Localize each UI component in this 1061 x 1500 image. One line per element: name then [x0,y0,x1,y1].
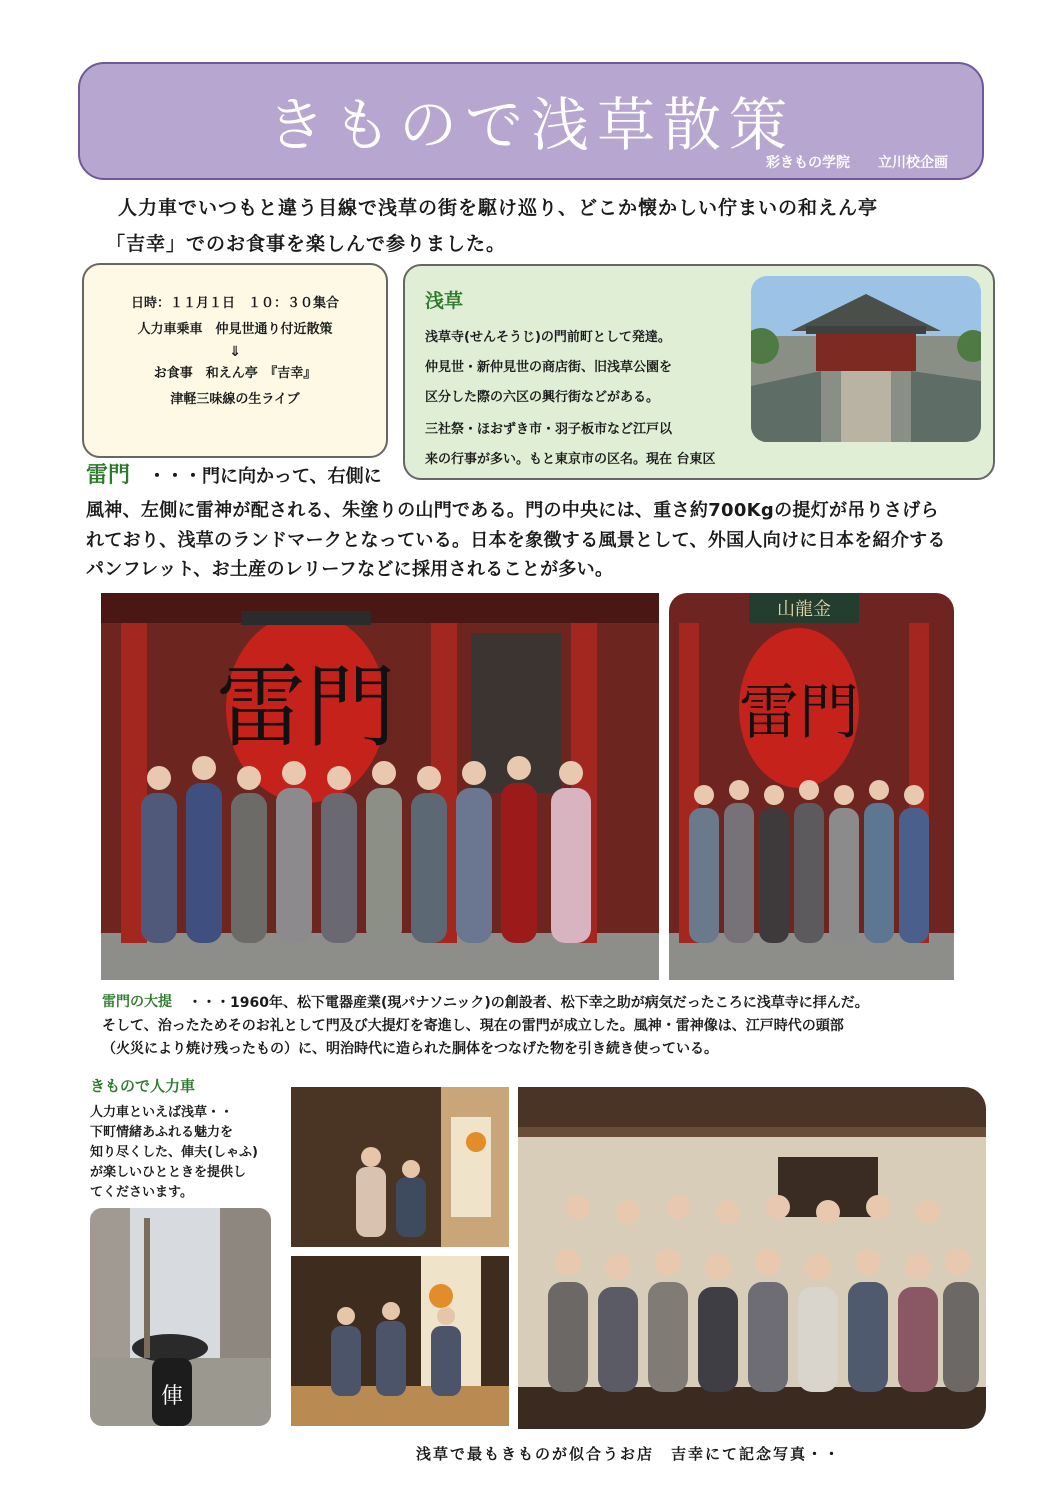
lantern-text-line: （火災により焼け残ったもの）に、明治時代に造られた胴体をつなげた物を引き続き使っている。 [102,1041,718,1057]
down-arrow-icon: ⇓ [229,344,241,360]
kaminarimon-group-photo [101,593,659,980]
asakusa-heading: 浅草 [425,290,464,312]
rickshaw-text-line: 下町情緒あふれる魅力を [90,1125,234,1140]
lantern-text: 雷門 [216,655,396,760]
kaminarimon-group-photo-2 [669,593,954,980]
rickshaw-text-line: 人力車といえば浅草・・ [90,1105,234,1120]
temple-sign-text: 山龍金 [777,599,831,620]
asakusa-text-line: 区分した際の六区の興行街などがある。 [425,390,660,405]
lantern-heading: 雷門の大提 [102,994,172,1010]
asakusa-text-line: 来の行事が多い。もと東京市の区名。現在 台東区 [425,452,716,467]
kaminarimon-text-line: 風神、左側に雷神が配される、朱塗りの山門である。門の中央には、重さ約700Kgの提灯が吊りさげら [86,500,939,521]
schedule-live: 津軽三味線の生ライブ [170,392,300,407]
page-title: きもので浅草散策 [266,91,795,159]
kaminarimon-text-line: れており、浅草のランドマークとなっている。日本を象徴する風景として、外国人向けに日本を紹介する [86,530,946,551]
svg-text:俥: 俥 [160,1384,184,1409]
organizer-credit: 彩きもの学院 立川校企画 [766,155,948,171]
shamisen-live-photo-2 [291,1256,509,1426]
asakusa-text-line: 仲見世・新仲見世の商店街、旧浅草公園を [425,360,673,375]
intro-line-1: 人力車でいつもと違う目線で浅草の街を駆け巡り、どこか懐かしい佇まいの和えん亭 [118,197,879,219]
yoshiko-group-photo [518,1087,986,1429]
schedule-meal: お食事 和えん亭 『吉幸』 [153,366,317,381]
intro-line-2: 「吉幸」でのお食事を楽しんで参りました。 [106,233,507,255]
schedule-date: 日時：１１月１日 １０：３０集合 [130,296,339,311]
rickshaw-heading: きもので人力車 [90,1077,196,1095]
lantern-text-2: 雷門 [739,678,859,748]
lantern-text-line: ・・・1960年、松下電器産業(現パナソニック)の創設者、松下幸之助が病気だったころに浅草寺に拝んだ。 [188,995,869,1011]
group-photo-caption: 浅草で最もきものが似合うお店 吉幸にて記念写真・・ [416,1445,842,1463]
kaminarimon-intro: ・・・門に向かって、右側に [148,466,382,487]
rickshaw-text-line: てくださいます。 [90,1185,193,1200]
schedule-box [82,263,388,458]
schedule-rickshaw: 人力車乗車 仲見世通り付近散策 [137,322,333,337]
rickshaw-text-line: が楽しいひとときを提供し [90,1165,247,1180]
title-banner [78,62,984,180]
asakusa-text-line: 浅草寺(せんそうじ)の門前町として発達。 [425,330,671,345]
asakusa-text-line: 三社祭・ほおずき市・羽子板市など江戸以 [425,422,673,437]
kaminarimon-text-line: パンフレット、お土産のレリーフなどに採用されることが多い。 [86,559,614,580]
shamisen-live-photo-1 [291,1087,509,1247]
rickshaw-text-line: 知り尽くした、俥夫(しゃふ) [90,1145,258,1160]
kaminarimon-heading: 雷門 [86,463,131,488]
rickshaw-street-photo [90,1208,271,1426]
asakusa-info-box [403,264,995,480]
sensoji-temple-photo [751,276,981,442]
lantern-text-line: そして、治ったためそのお礼として門及び大提灯を寄進し、現在の雷門が成立した。風神・雷神像は、江戸時代の頭部 [102,1018,844,1034]
